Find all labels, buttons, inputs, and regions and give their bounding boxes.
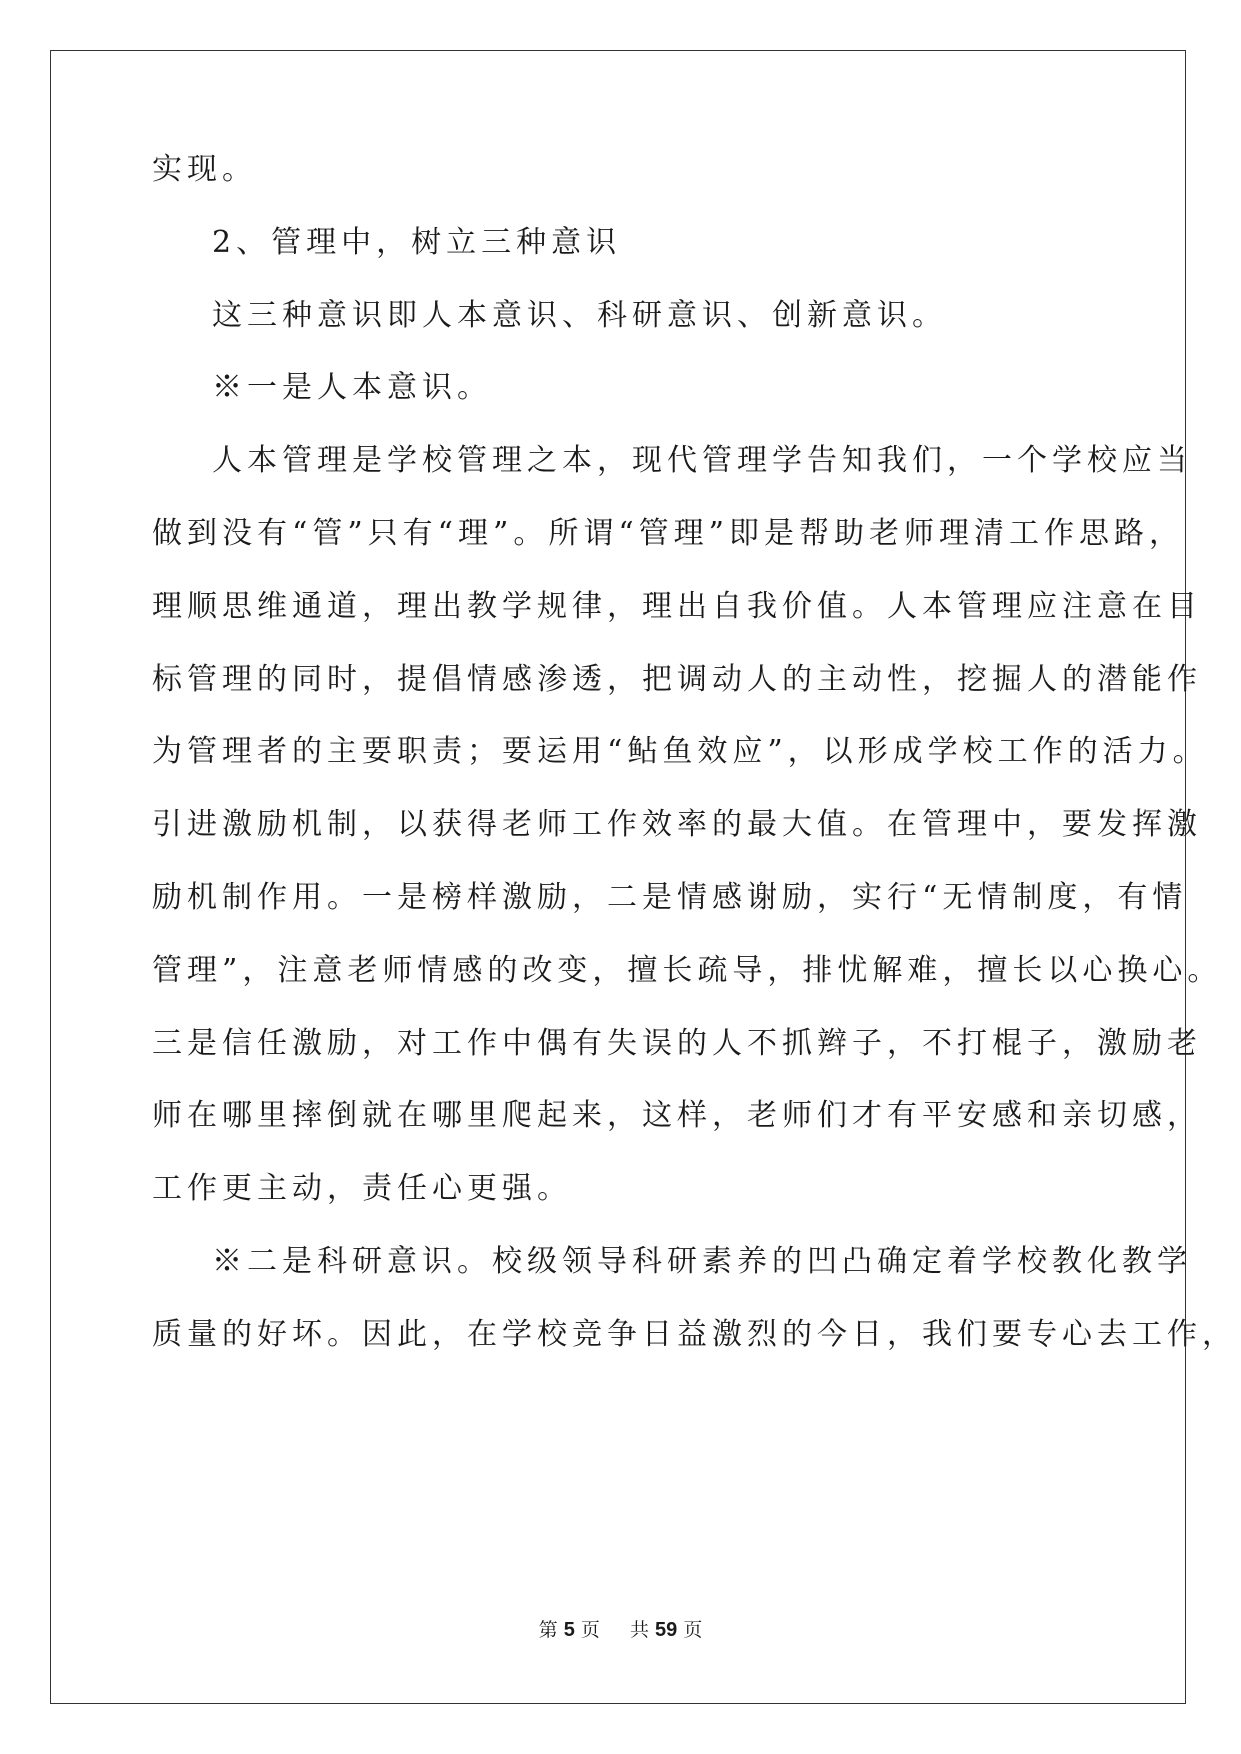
- page-prefix: 第: [538, 1619, 558, 1641]
- text-line: 引进激励机制，以获得老师工作效率的最大值。在管理中，要发挥激: [152, 807, 1202, 842]
- page-number: 5: [563, 1619, 575, 1641]
- text-line: 做到没有“管”只有“理”。所谓“管理”即是帮助老师理清工作思路，: [152, 516, 1185, 551]
- total-prefix: 共: [629, 1619, 649, 1641]
- text-line: 这三种意识即人本意识、科研意识、创新意识。: [212, 298, 947, 333]
- text-line: 师在哪里摔倒就在哪里爬起来，这样，老师们才有平安感和亲切感，: [152, 1098, 1202, 1133]
- total-pages: 59: [655, 1619, 678, 1641]
- section-heading: 2、管理中，树立三种意识: [212, 225, 622, 260]
- subsection-heading: ※二是科研意识。校级领导科研素养的凹凸确定着学校教化教学: [212, 1244, 1192, 1279]
- text-line: 质量的好坏。因此，在学校竞争日益激烈的今日，我们要专心去工作，: [152, 1317, 1237, 1352]
- text-line: 管理”，注意老师情感的改变，擅长疏导，排忧解难，擅长以心换心。: [152, 953, 1223, 988]
- text-line: 工作更主动，责任心更强。: [152, 1171, 572, 1206]
- text-line: 标管理的同时，提倡情感渗透，把调动人的主动性，挖掘人的潜能作: [152, 662, 1202, 697]
- text-line: 人本管理是学校管理之本，现代管理学告知我们，一个学校应当: [212, 443, 1192, 478]
- text-line: 励机制作用。一是榜样激励，二是情感谢励，实行“无情制度，有情: [152, 880, 1188, 915]
- page-suffix: 页: [580, 1619, 600, 1641]
- text-line: 为管理者的主要职责；要运用“鲇鱼效应”，以形成学校工作的活力。: [152, 734, 1208, 769]
- text-line: 实现。: [152, 152, 257, 187]
- page-footer: [0, 1615, 1241, 1642]
- text-line: 理顺思维通道，理出教学规律，理出自我价值。人本管理应注意在目: [152, 589, 1202, 624]
- total-suffix: 页: [683, 1619, 703, 1641]
- text-line: 三是信任激励，对工作中偶有失误的人不抓辫子，不打棍子，激励老: [152, 1026, 1202, 1061]
- subsection-heading: ※一是人本意识。: [212, 370, 492, 405]
